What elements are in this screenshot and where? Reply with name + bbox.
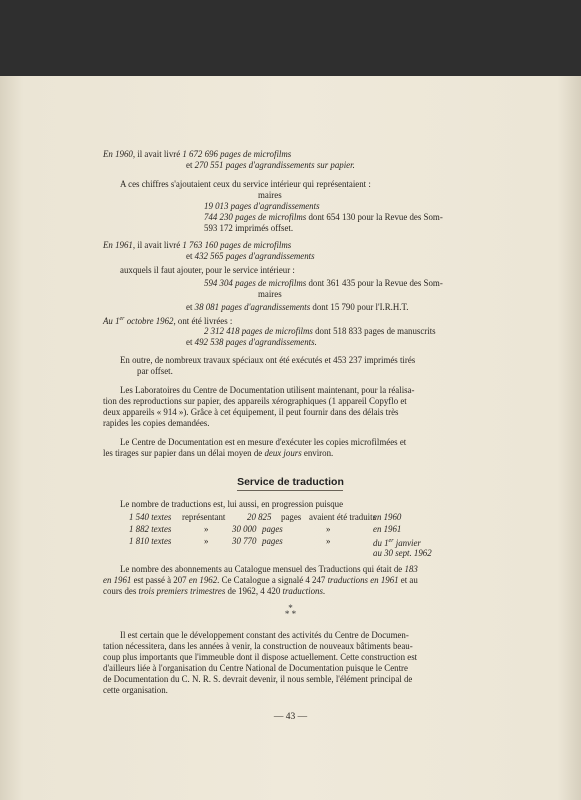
table-cell: » [204, 524, 209, 534]
text-line: et 38 081 pages d'agrandissements dont 15 790 pour l'I.R.H.T. [186, 302, 409, 312]
table-cell: » [326, 524, 331, 534]
text-line: En 1961, il avait livré 1 763 160 pages de microfilms [103, 240, 292, 250]
text-line: Au 1er octobre 1962, ont été livrées : [103, 315, 233, 326]
text-line: en 1961 est passé à 207 en 1962. Ce Catalogue a signalé 4 247 traductions en 1961 et au [103, 575, 418, 585]
text-line: tion des reproductions sur papier, des appareils xérographiques (1 appareil Copyflo et [103, 396, 407, 406]
text-line: 594 304 pages de microfilms dont 361 435 pour la Revue des Som- [204, 278, 443, 288]
section-heading: Service de traduction [237, 476, 344, 488]
text-line: Les Laboratoires du Centre de Documentation utilisent maintenant, pour la réalisa- [120, 385, 415, 395]
text-line: En outre, de nombreux travaux spéciaux ont été exécutés et 453 237 imprimés tirés [120, 355, 416, 365]
page-number: — 43 — [273, 712, 308, 722]
table-cell: pages [262, 536, 283, 546]
table-cell: » [326, 536, 331, 546]
asterism: * * * [284, 603, 297, 619]
text-line: maires [258, 289, 282, 299]
text-line: et 432 565 pages d'agrandissements [186, 251, 315, 261]
table-cell: au 30 sept. 1962 [373, 548, 432, 558]
table-cell: 30 770 [232, 536, 257, 546]
scanner-dark-margin [0, 0, 581, 80]
table-cell: 20 825 [247, 512, 272, 522]
text-line: Le Centre de Documentation est en mesure d'exécuter les copies microfilmées et [120, 437, 407, 447]
table-cell: en 1961 [373, 524, 402, 534]
text-line: 593 172 imprimés offset. [204, 223, 294, 233]
text-line: 2 312 418 pages de microfilms dont 518 833 pages de manuscrits [204, 326, 436, 336]
text-line: deux appareils « 914 »). Grâce à cet équipement, il peut fournir dans des délais très [103, 407, 399, 417]
bleed-through [425, 150, 575, 350]
table-cell: en 1960 [373, 512, 402, 522]
text-line: maires [258, 190, 282, 200]
text-line: Il est certain que le développement constant des activités du Centre de Documen- [120, 630, 409, 640]
table-cell: 1 882 textes [129, 524, 172, 534]
table-cell: » [204, 536, 209, 546]
text-line: tation nécessitera, dans les années à venir, la construction de nouveaux bâtiments beau- [103, 641, 413, 651]
table-cell: du 1er janvier [373, 537, 421, 548]
heading-underline [237, 490, 343, 491]
text-line: En 1960, il avait livré 1 672 696 pages de microfilms [103, 149, 292, 159]
text-line: cours des trois premiers trimestres de 1962, 4 420 traductions. [103, 586, 326, 596]
text-line: 19 013 pages d'agrandissements [204, 201, 320, 211]
text-line: et 270 551 pages d'agrandissements sur papier. [186, 160, 355, 170]
text-line: de Documentation du C. N. R. S. devrait devenir, il nous semble, l'élément principal de [103, 674, 413, 684]
text-line: cette organisation. [103, 685, 168, 695]
table-cell: 30 000 [232, 524, 257, 534]
text-line: coup plus importants que l'immeuble dont il dispose actuellement. Cette construction est [103, 652, 418, 662]
table-cell: pages [281, 512, 302, 522]
table-cell: représentant [182, 512, 226, 522]
text-line: d'ailleurs liée à l'organisation du Centre National de Documentation puisque le Centre [103, 663, 408, 673]
text-line: auxquels il faut ajouter, pour le service intérieur : [120, 265, 295, 275]
table-cell: avaient été traduits [309, 512, 377, 522]
text-line: par offset. [137, 366, 173, 376]
text-line: Le nombre des abonnements au Catalogue mensuel des Traductions qui était de 183 [120, 564, 418, 574]
text-line: et 492 538 pages d'agrandissements. [186, 337, 317, 347]
text-line: Le nombre de traductions est, lui aussi, en progression puisque [120, 499, 344, 509]
text-line: rapides les copies demandées. [103, 418, 210, 428]
table-cell: 1 810 textes [129, 536, 172, 546]
table-cell: 1 540 textes [129, 512, 172, 522]
text-line: les tirages sur papier dans un délai moyen de deux jours environ. [103, 448, 334, 458]
text-line: 744 230 pages de microfilms dont 654 130 pour la Revue des Som- [204, 212, 443, 222]
text-line: A ces chiffres s'ajoutaient ceux du service intérieur qui représentaient : [120, 179, 371, 189]
table-cell: pages [262, 524, 283, 534]
